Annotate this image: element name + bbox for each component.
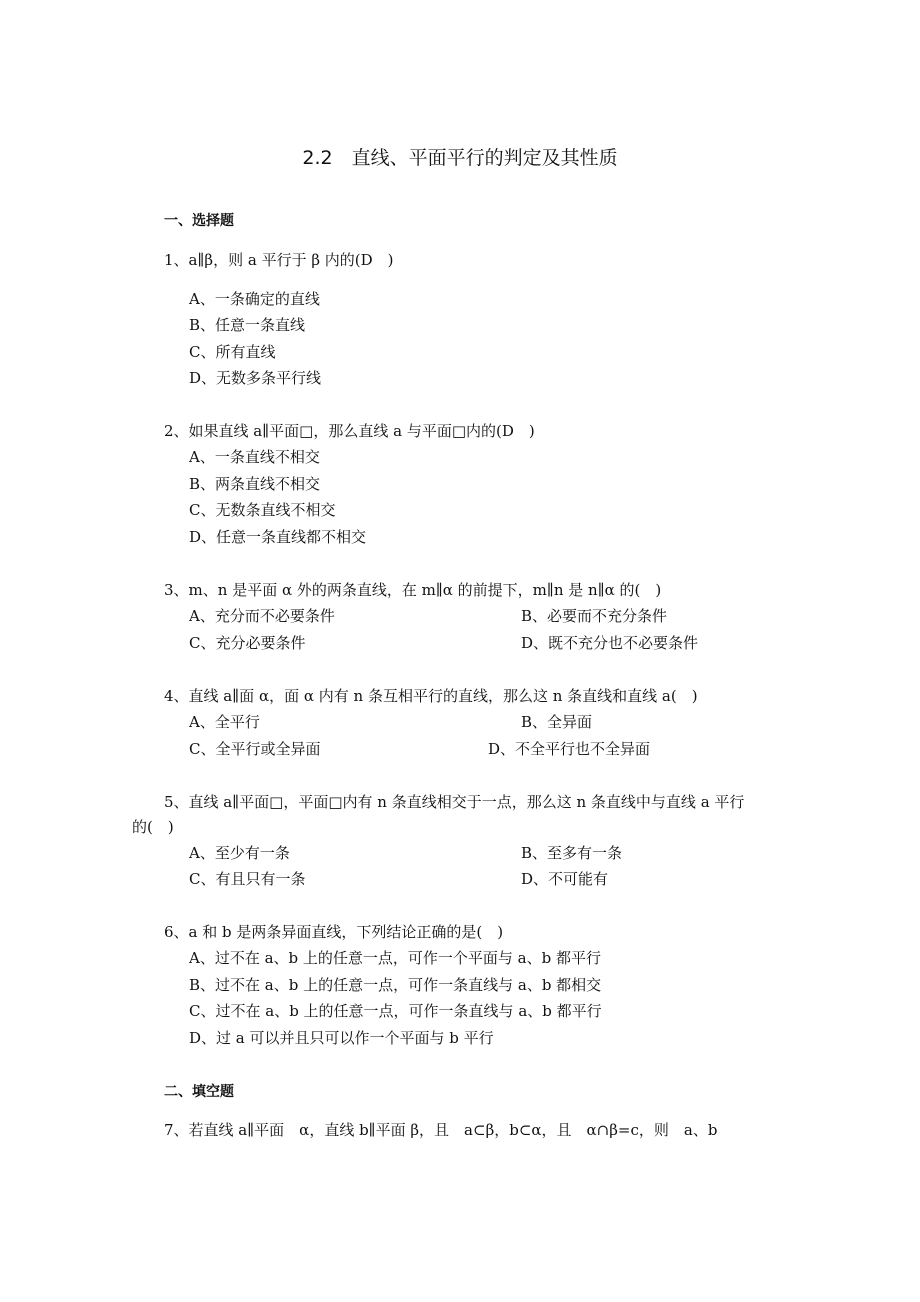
question-2-option-d: D、任意一条直线都不相交 [189,528,367,546]
question-5-option-b: B、至多有一条 [521,844,623,862]
question-4-stem: 4、直线 a∥面 α，面 α 内有 n 条互相平行的直线，那么这 n 条直线和直线 a( ) [164,687,698,705]
question-5-stem-continued: 的( ) [132,818,174,836]
question-7-stem: 7、若直线 a∥平面 α，直线 b∥平面 β，且 a⊂β，b⊂α，且 α∩β=c，则 a、b [164,1121,718,1139]
question-1-option-d: D、无数多条平行线 [189,369,322,387]
question-5-stem: 5、直线 a∥平面□，平面□内有 n 条直线相交于一点，那么这 n 条直线中与直线 a 平行 [164,793,745,811]
question-4-option-d: D、不全平行也不全异面 [488,740,651,758]
question-2-option-c: C、无数条直线不相交 [189,501,336,519]
page-title: 2.2 直线、平面平行的判定及其性质 [302,147,618,169]
question-3-stem: 3、m、n 是平面 α 外的两条直线，在 m∥α 的前提下，m∥n 是 n∥α 的( ) [164,581,662,599]
question-5-option-c: C、有且只有一条 [189,870,306,888]
question-4-option-b: B、全异面 [521,713,593,731]
section-heading-fill: 二、填空题 [164,1084,234,1100]
question-6-option-a: A、过不在 a、b 上的任意一点，可作一个平面与 a、b 都平行 [189,949,601,967]
question-2-stem: 2、如果直线 a∥平面□，那么直线 a 与平面□内的(D ) [164,422,535,440]
question-2-option-a: A、一条直线不相交 [189,448,320,466]
question-3-option-c: C、充分必要条件 [189,634,306,652]
question-3-option-b: B、必要而不充分条件 [521,607,668,625]
question-2-option-b: B、两条直线不相交 [189,475,321,493]
question-4-option-a: A、全平行 [189,713,260,731]
question-3-option-a: A、充分而不必要条件 [189,607,335,625]
question-4-option-c: C、全平行或全异面 [189,740,321,758]
question-6-option-b: B、过不在 a、b 上的任意一点，可作一条直线与 a、b 都相交 [189,976,602,994]
question-1-stem: 1、a∥β，则 a 平行于 β 内的(D ) [164,251,394,269]
question-6-option-d: D、过 a 可以并且只可以作一个平面与 b 平行 [189,1029,494,1047]
question-6-option-c: C、过不在 a、b 上的任意一点，可作一条直线与 a、b 都平行 [189,1002,602,1020]
question-1-option-b: B、任意一条直线 [189,316,306,334]
question-1-option-c: C、所有直线 [189,343,276,361]
question-6-stem: 6、a 和 b 是两条异面直线，下列结论正确的是( ) [164,923,504,941]
question-1-option-a: A、一条确定的直线 [189,290,320,308]
question-3-option-d: D、既不充分也不必要条件 [521,634,699,652]
section-heading-choice: 一、选择题 [164,213,234,229]
question-5-option-d: D、不可能有 [521,870,609,888]
question-5-option-a: A、至少有一条 [189,844,290,862]
